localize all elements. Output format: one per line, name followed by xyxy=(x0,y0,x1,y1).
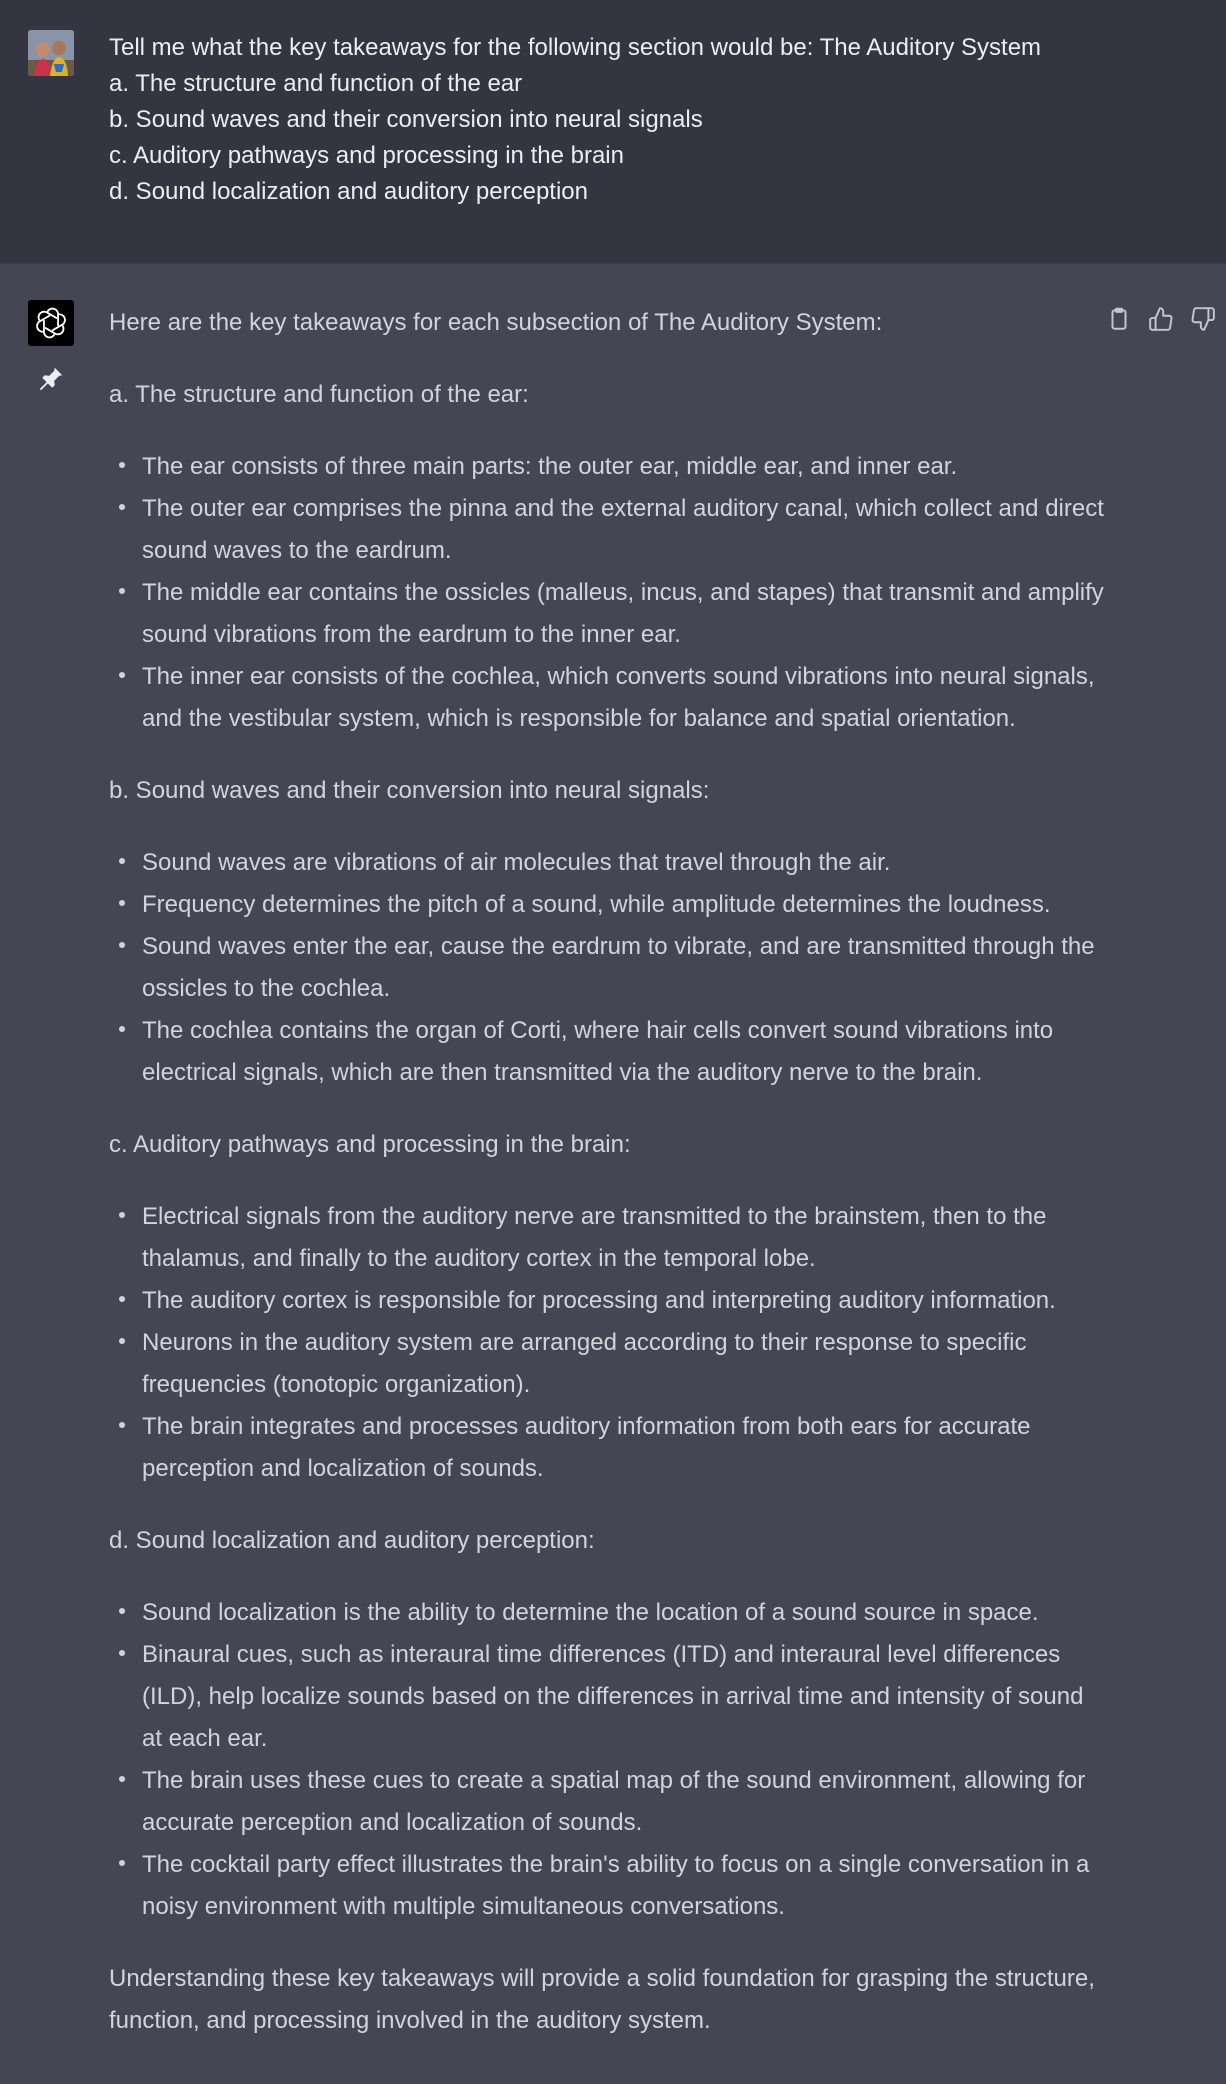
thumbs-down-icon[interactable] xyxy=(1188,304,1218,334)
list-item: Binaural cues, such as interaural time differences (ITD) and interaural level differences (ILD), help localize sounds based on the differences in arrival time and intensity of sound at each ear. xyxy=(142,1634,1109,1760)
user-prompt xyxy=(109,30,1109,210)
list-item: The auditory cortex is responsible for processing and interpreting auditory information. xyxy=(142,1280,1109,1322)
user-prompt-line: a. The structure and function of the ear xyxy=(109,70,523,97)
pin-icon[interactable] xyxy=(36,364,66,394)
list-item: The outer ear comprises the pinna and the external auditory canal, which collect and direct sound waves to the eardrum. xyxy=(142,488,1109,572)
list-item: Sound waves are vibrations of air molecules that travel through the air. xyxy=(142,842,1109,884)
user-prompt-line: d. Sound localization and auditory perception xyxy=(109,178,588,205)
list-item: Electrical signals from the auditory nerve are transmitted to the brainstem, then to the thalamus, and finally to the auditory cortex in the temporal lobe. xyxy=(142,1196,1109,1280)
response-conclusion: Understanding these key takeaways will provide a solid foundation for grasping the structure, function, and processing involved in the auditory system. xyxy=(109,1965,1095,2034)
list-item: The brain integrates and processes auditory information from both ears for accurate perception and localization of sounds. xyxy=(142,1406,1109,1490)
user-avatar xyxy=(28,30,74,76)
list-item: The inner ear consists of the cochlea, which converts sound vibrations into neural signals, and the vestibular system, which is responsible for balance and spatial orientation. xyxy=(142,656,1109,740)
user-prompt-line: c. Auditory pathways and processing in the brain xyxy=(109,142,624,169)
list-item: Sound localization is the ability to determine the location of a sound source in space. xyxy=(142,1592,1109,1634)
list-item: Neurons in the auditory system are arranged according to their response to specific frequencies (tonotopic organization). xyxy=(142,1322,1109,1406)
list-item: The middle ear contains the ossicles (malleus, incus, and stapes) that transmit and amplify sound vibrations from the eardrum to the inner ear. xyxy=(142,572,1109,656)
bullet-list xyxy=(109,446,1109,740)
bullet-list xyxy=(109,842,1109,1094)
assistant-message xyxy=(0,264,1226,2084)
section-heading: b. Sound waves and their conversion into neural signals: xyxy=(109,777,710,804)
bullet-list xyxy=(109,1196,1109,1490)
user-prompt-line: b. Sound waves and their conversion into neural signals xyxy=(109,106,703,133)
section-heading: a. The structure and function of the ear: xyxy=(109,381,529,408)
list-item: The brain uses these cues to create a spatial map of the sound environment, allowing for accurate perception and localization of sounds. xyxy=(142,1760,1109,1844)
assistant-response xyxy=(109,302,1109,2042)
section-heading: c. Auditory pathways and processing in the brain: xyxy=(109,1131,631,1158)
openai-logo-icon xyxy=(28,300,74,346)
list-item: The ear consists of three main parts: the outer ear, middle ear, and inner ear. xyxy=(142,446,1109,488)
list-item: Sound waves enter the ear, cause the eardrum to vibrate, and are transmitted through the ossicles to the cochlea. xyxy=(142,926,1109,1010)
thumbs-up-icon[interactable] xyxy=(1146,304,1176,334)
bullet-list xyxy=(109,1592,1109,1928)
user-message xyxy=(0,0,1226,264)
list-item: Frequency determines the pitch of a sound, while amplitude determines the loudness. xyxy=(142,884,1109,926)
list-item: The cocktail party effect illustrates the brain's ability to focus on a single conversation in a noisy environment with multiple simultaneous conversations. xyxy=(142,1844,1109,1928)
user-prompt-line: Tell me what the key takeaways for the following section would be: The Auditory System xyxy=(109,34,1042,61)
section-heading: d. Sound localization and auditory perception: xyxy=(109,1527,595,1554)
response-intro: Here are the key takeaways for each subsection of The Auditory System: xyxy=(109,309,883,336)
list-item: The cochlea contains the organ of Corti, where hair cells convert sound vibrations into electrical signals, which are then transmitted via the auditory nerve to the brain. xyxy=(142,1010,1109,1094)
message-actions xyxy=(1104,304,1218,334)
